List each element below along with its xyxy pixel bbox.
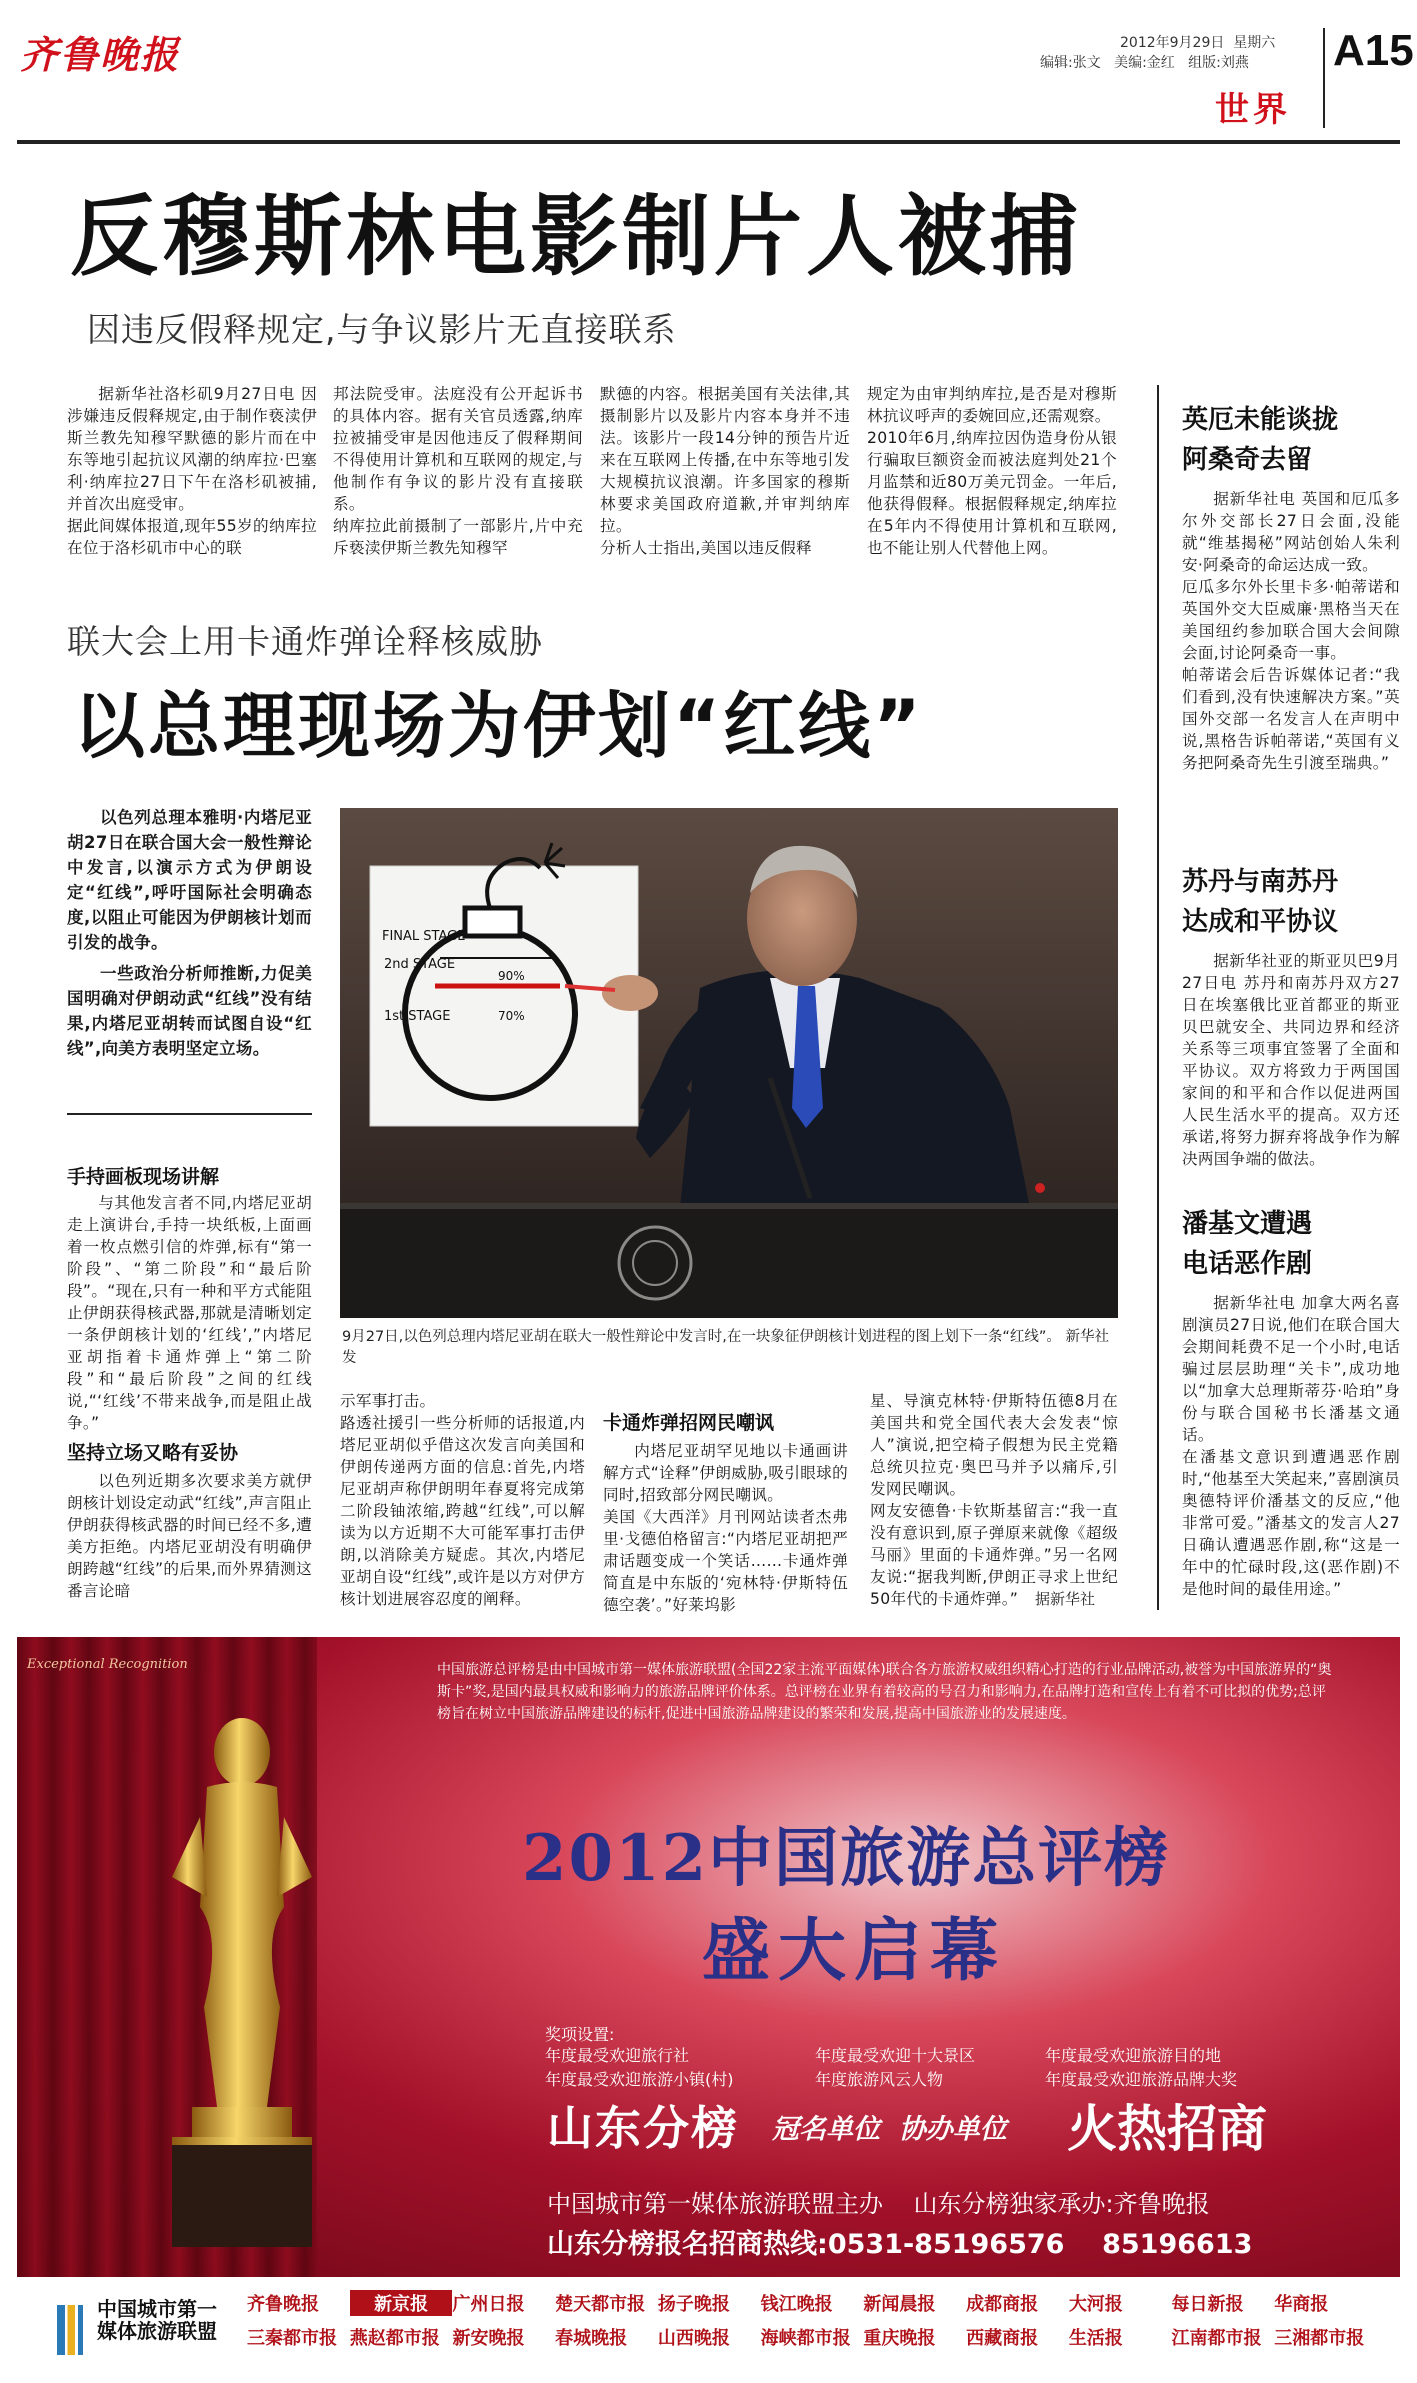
page-number: A15 [1333, 26, 1414, 75]
paper-list [247, 2290, 1377, 2350]
subhead-1: 手持画板现场讲解 [67, 1166, 220, 1188]
sidebar-2-title1: 苏丹与南苏丹 [1182, 867, 1339, 897]
ad-sponsor: 冠名单位 协办单位 [772, 2114, 1007, 2145]
paper-logo: 山西晚报 [657, 2328, 730, 2349]
sidebar-2-text: 据新华社亚的斯亚贝巴9月27日电 苏丹和南苏丹双方27日在埃塞俄比亚首都亚的斯亚贝巴就安全、共同边界和经济关系等三项事宜签署了全面和平协议。双方将致力于两国国家间的和平和合作以促进两国人民生活水平的提高。双方还承诺,将努力摒弃将战争作为解决两国争端的做法。 [1182, 952, 1400, 1168]
lead-box-rule [67, 1113, 312, 1115]
masthead-logo: 齐鲁晚报 [20, 32, 181, 77]
bomb-stage2-label: 2nd STAGE [384, 957, 456, 972]
paper-logo: 成都商报 [966, 2294, 1039, 2315]
date-text: 2012年9月29日 [1120, 35, 1225, 51]
sidebar-story-1 [1182, 400, 1400, 838]
paper-logo: 楚天都市报 [555, 2294, 646, 2315]
subhead-2-text [67, 1470, 312, 1610]
lead-col-3: 默德的内容。根据美国有关法律,其摄制影片以及影片内容本身并不违法。该影片一段14分钟的预告片近来在互联网上传播,在中东等地引发大规模抗议浪潮。许多国家的穆斯林要求美国政府道歉,并审判纳库拉。 分析人士指出,美国以违反假释 [600, 385, 850, 557]
hotline-number-2: 85196613 [1102, 2229, 1253, 2260]
paper-logo: 生活报 [1068, 2328, 1123, 2349]
sidebar-story-2 [1182, 862, 1400, 1210]
paper-logo: 三湘都市报 [1274, 2328, 1365, 2349]
paper-logo: 西藏商报 [966, 2328, 1039, 2349]
ad-hotline [547, 2222, 1252, 2261]
header-date [1120, 32, 1275, 52]
award-item: 年度最受欢迎旅游目的地 [1045, 2046, 1222, 2065]
bomb-90-label: 90% [498, 969, 525, 983]
hotline-label: 山东分榜报名招商热线: [547, 2229, 828, 2260]
main-headline: 以总理现场为伊划“红线” [73, 684, 924, 768]
paper-logo: 扬子晚报 [657, 2294, 730, 2315]
sub1-para: 与其他发言者不同,内塔尼亚胡走上演讲台,手持一块纸板,上面画着一枚点燃引信的炸弹,标有“第一阶段”、“第二阶段”和“最后阶段”。“现在,只有一种和平方式能阻止伊朗获得核武器,那就是清晰划定一条伊朗核计划的‘红线’,”内塔尼亚胡指着卡通炸弹上“第二阶段”和“最后阶段”之间的红线说,“‘红线’不带来战争,而是阻止战争。” [67, 1194, 312, 1432]
paper-logo: 三秦都市报 [247, 2328, 337, 2349]
sidebar-3-text: 据新华社电 加拿大两名喜剧演员27日说,他们在联合国大会期间耗费不足一个小时,电话骗过层层助理“关卡”,成功地以“加拿大总理斯蒂芬·哈珀”身份与联合国秘书长潘基文通话。 在潘基文意识到遭遇恶作剧时,“他基至大笑起来,”喜剧演员奥德特评价潘基文的反应,“他非常可爱。”潘基文的发言人27日确认遭遇恶作剧,称“这是一年中的忙碌时段,这(恶作剧)不是他时间的最佳用途。” [1182, 1294, 1400, 1598]
bomb-70-label: 70% [498, 1009, 525, 1023]
ad-intro: 中国旅游总评榜是由中国城市第一媒体旅游联盟(全国22家主流平面媒体)联合各方旅游权威组织精心打造的行业品牌活动,被誉为中国旅游界的“奥斯卡”奖,是国内最具权威和影响力的旅游品牌评价体系。总评榜在业界有着较高的号召力和影响力,在品牌打造和宣传上有着不可比拟的优势;总评榜旨在树立中国旅游品牌建设的标杆,促进中国旅游品牌建设的繁荣和发展,提高中国旅游业的发展速度。 [437, 1662, 1332, 1722]
paper-logo: 齐鲁晚报 [247, 2294, 319, 2315]
ad-awards-label: 奖项设置: [545, 2025, 615, 2044]
paper-logo: 大河报 [1068, 2294, 1123, 2315]
ad-title-line2: 盛大启幕 [702, 1911, 1007, 1991]
ad-title-line1: 2012中国旅游总评榜 [522, 1821, 1171, 1896]
paper-logo: 春城晚报 [555, 2328, 628, 2349]
header-divider [1323, 28, 1325, 128]
main-lead-para2: 一些政治分析师推断,力促美国明确对伊朗动武“红线”没有结果,内塔尼亚胡转而试图自设“红线”,向美方表明坚定立场。 [67, 964, 312, 1058]
sidebar-1-title2: 阿桑奇去留 [1182, 445, 1313, 475]
award-item: 年度最受欢迎十大景区 [815, 2046, 976, 2065]
ad-banner [17, 1637, 1400, 2277]
sidebar-3-title1: 潘基文遭遇 [1182, 1209, 1313, 1239]
ad-corner-text: Exceptional Recognition [27, 1657, 188, 1672]
sidebar-1-text: 据新华社电 英国和厄瓜多尔外交部长27日会面,没能就“维基揭秘”网站创始人朱利安·阿桑奇的命运达成一致。 厄瓜多尔外长里卡多·帕蒂诺和英国外交大臣威廉·黑格当天在美国纽约参加联合国大会间隙会面,讨论阿桑奇一事。 帕蒂诺会后告诉媒体记者:“我们看到,没有快速解决方案。”英国外交部一名发言人在声明中说,黑格告诉帕蒂诺,“英国有义务把阿桑奇先生引渡至瑞典。” [1182, 490, 1400, 772]
sidebar-1-title1: 英厄未能谈拢 [1182, 405, 1339, 435]
paper-logo: 海峡都市报 [760, 2328, 851, 2349]
lead-col-2: 邦法院受审。法庭没有公开起诉书的具体内容。据有关官员透露,纳库拉被捕受审是因他违反了假释期间不得使用计算机和互联网的规定,与他制作有争议的影片没有直接联系。 纳库拉此前摄制了一部影片,片中充斥亵渎伊斯兰教先知穆罕 [333, 385, 583, 557]
trophy-icon [112, 1707, 372, 2267]
weekday-text: 星期六 [1233, 35, 1276, 51]
lead-headline: 反穆斯林电影制片人被捕 [70, 185, 1083, 288]
sub2-para: 以色列近期多次要求美方就伊朗核计划设定动武“红线”,声言阻止伊朗获得核武器的时间已经不多,遭美方拒绝。内塔尼亚胡没有明确伊朗跨越“红线”的后果,而外界猜测这番言论暗 [67, 1472, 312, 1600]
ad-shandong: 山东分榜 [547, 2101, 739, 2155]
main-col-4: 星、导演克林特·伊斯特伍德8月在美国共和党全国代表大会发表“惊人”演说,把空椅子假想为民主党籍总统贝拉克·奥巴马并予以痛斥,引发网民嘲讽。 网友安德鲁·卡钦斯基留言:“我一直没有意识到,原子弹原来就像《超级马丽》里面的卡通炸弹。”另一名网友说:“据我判断,伊朗正寻求上世纪50年代的卡通炸弹。” [870, 1392, 1118, 1608]
main-kicker: 联大会上用卡通炸弹诠释核威胁 [67, 622, 543, 661]
paper-logo: 燕赵都市报 [349, 2328, 440, 2349]
paper-logo: 钱江晚报 [760, 2294, 833, 2315]
main-col-2: 示军事打击。 路透社援引一些分析师的话报道,内塔尼亚胡似乎借这次发言向美国和伊朗传递两方面的信息:首先,内塔尼亚胡声称伊朗明年春夏将完成第二阶段铀浓缩,跨越“红线”,可以解读为以方近期不大可能军事打击伊朗,以消除美方疑虑。其次,内塔尼亚胡自设“红线”,或许是以方对伊方核计划进展容忍度的阐释。 [340, 1392, 585, 1608]
lead-subheadline: 因违反假释规定,与争议影片无直接联系 [87, 310, 677, 349]
alliance-logo-icon [57, 2305, 83, 2355]
paper-logo: 重庆晚报 [863, 2328, 936, 2349]
alliance-name: 中国城市第一媒体旅游联盟 [97, 2297, 217, 2343]
bomb-final-label: FINAL STAGE [382, 929, 466, 944]
award-item: 年度最受欢迎旅行社 [545, 2046, 690, 2065]
paper-logo: 新闻晨报 [863, 2294, 936, 2315]
photo-caption: 9月27日,以色列总理内塔尼亚胡在联大一般性辩论中发言时,在一块象征伊朗核计划进程的图上划下一条“红线”。 新华社发 [342, 1329, 1110, 1366]
main-lead-para1: 以色列总理本雅明·内塔尼亚胡27日在联合国大会一般性辩论中发言,以演示方式为伊朗设定“红线”,呼吁国际社会明确态度,以阻止可能因为伊朗核计划而引发的战争。 [67, 808, 312, 952]
alliance-footer [17, 2280, 1400, 2380]
paper-logo: 江南都市报 [1171, 2328, 1262, 2349]
sidebar-divider [1157, 385, 1159, 1610]
award-item: 年度最受欢迎旅游小镇(村) [545, 2070, 734, 2089]
ad-hot: 火热招商 [1067, 2100, 1267, 2158]
subhead-1-text [67, 1192, 312, 1432]
sidebar-2-title2: 达成和平协议 [1182, 907, 1339, 937]
section-name: 世界 [1215, 90, 1291, 130]
main-byline: 据新华社 [1035, 1590, 1096, 1608]
header-editors: 编辑:张文 美编:金红 组版:刘燕 [1040, 55, 1249, 71]
paper-logo: 每日新报 [1171, 2294, 1244, 2315]
paper-logo: 新京报 [350, 2290, 453, 2316]
ad-organizer: 中国城市第一媒体旅游联盟主办 山东分榜独家承办:齐鲁晚报 [547, 2190, 1210, 2218]
sidebar-3-title2: 电话恶作剧 [1182, 1249, 1313, 1279]
sidebar-story-3 [1182, 1204, 1400, 1614]
news-photo [340, 808, 1118, 1318]
lead-col-1: 据新华社洛杉矶9月27日电 因涉嫌违反假释规定,由于制作亵渎伊斯兰教先知穆罕默德的影片而在中东等地引起抗议风潮的纳库拉·巴塞利·纳库拉27日下午在洛杉矶被捕,并首次出庭受审。 据此间媒体报道,现年55岁的纳库拉在位于洛杉矶市中心的联 [67, 385, 317, 557]
award-item: 年度最受欢迎旅游品牌大奖 [1045, 2070, 1238, 2089]
subhead-2: 坚持立场又略有妥协 [67, 1442, 239, 1464]
subhead-3: 卡通炸弹招网民嘲讽 [603, 1412, 775, 1434]
paper-logo: 新安晚报 [452, 2328, 525, 2349]
ad-awards [545, 2044, 1395, 2092]
bomb-stage1-label: 1st STAGE [384, 1009, 451, 1024]
hotline-number-1: 0531-85196576 [827, 2229, 1065, 2260]
header-rule [17, 140, 1400, 144]
paper-logo: 华商报 [1274, 2294, 1329, 2315]
award-item: 年度旅游风云人物 [815, 2070, 944, 2089]
paper-logo: 广州日报 [452, 2294, 525, 2315]
lead-col-4: 规定为由审判纳库拉,是否是对穆斯林抗议呼声的委婉回应,还需观察。 2010年6月,纳库拉因伪造身份从银行骗取巨额资金而被法庭判处21个月监禁和近80万美元罚金。一年后,他获得假释。根据假释规定,纳库拉在5年内不得使用计算机和互联网,也不能让别人代替他上网。 [867, 385, 1117, 557]
photo-illustration [340, 808, 1118, 1318]
main-lead [67, 805, 312, 1061]
main-col-3: 内塔尼亚胡罕见地以卡通画讲解方式“诠释”伊朗威胁,吸引眼球的同时,招致部分网民嘲讽。 美国《大西洋》月刊网站读者杰弗里·戈德伯格留言:“内塔尼亚胡把严肃话题变成一个笑话……卡通炸弹简直是中东版的‘宛林特·伊斯特伍德空袭’。”好莱坞影 [603, 1442, 848, 1614]
